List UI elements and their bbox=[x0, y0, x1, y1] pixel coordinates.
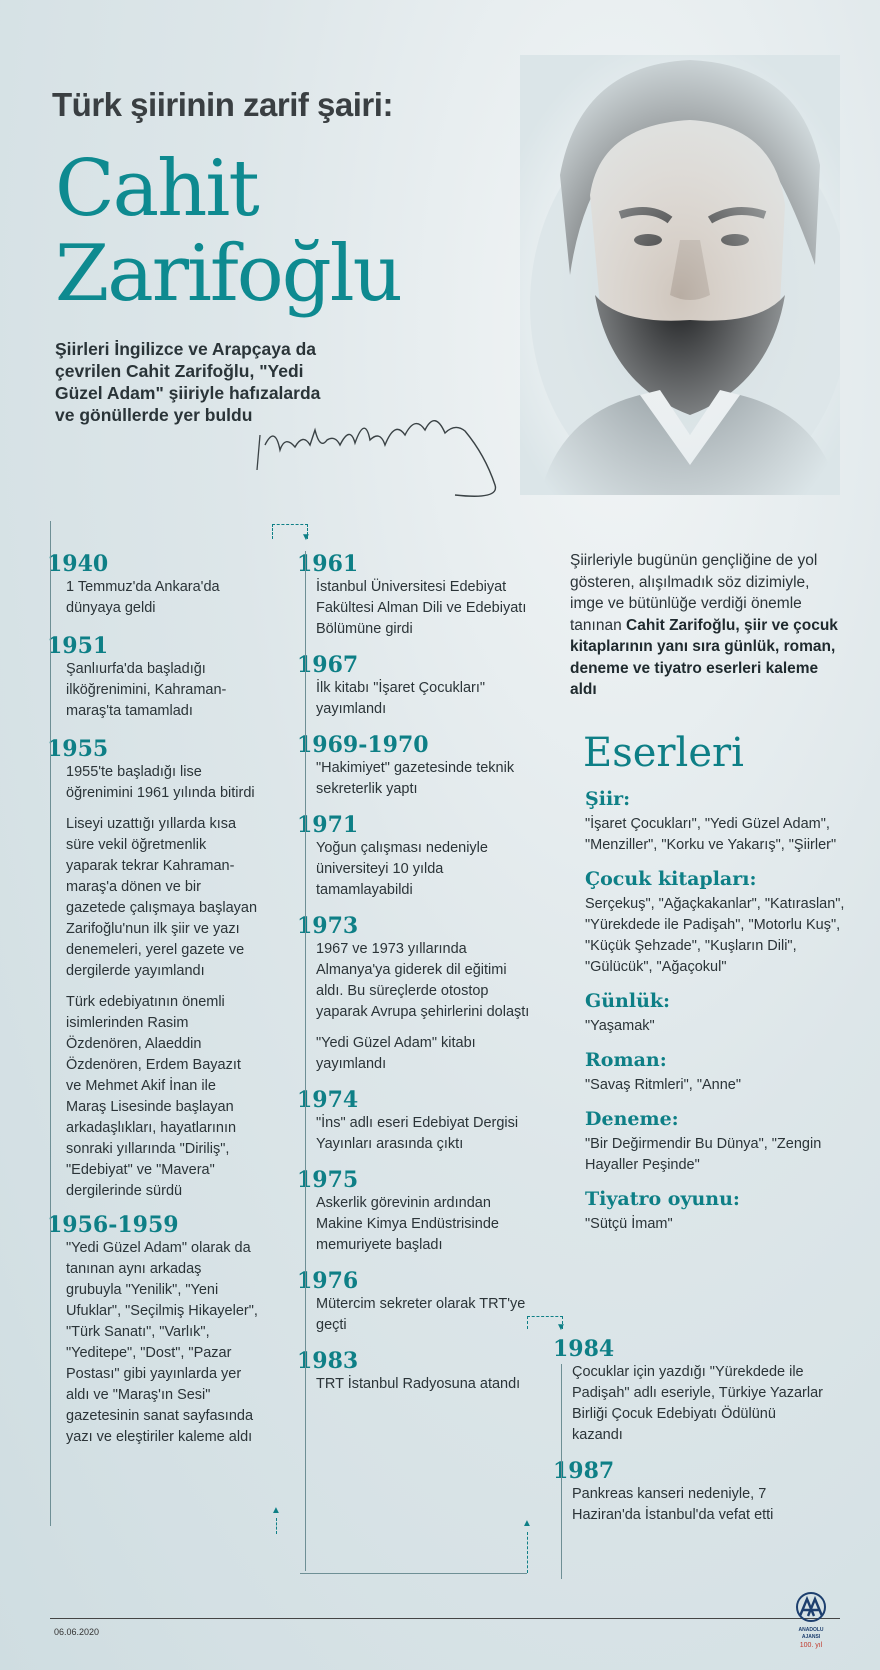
agency-logo bbox=[790, 1592, 832, 1652]
timeline-year: 1974 bbox=[297, 1087, 359, 1113]
works-items: "Savaş Ritmleri", "Anne" bbox=[585, 1077, 741, 1093]
timeline-column-3 bbox=[553, 1336, 826, 1536]
poet-name-last: Zarifoğlu bbox=[55, 229, 401, 319]
poet-name-first: Cahit bbox=[55, 144, 258, 234]
timeline-year: 1940 bbox=[47, 551, 109, 577]
timeline-entry: İlk kitabı "İşaret Çocukları" yayımlandı bbox=[316, 680, 486, 717]
works-list bbox=[585, 788, 845, 1247]
timeline-column-1 bbox=[47, 551, 260, 1458]
timeline-line bbox=[50, 521, 51, 1526]
timeline-line bbox=[561, 1364, 562, 1579]
timeline-year: 1951 bbox=[47, 633, 109, 659]
timeline-entry: Yoğun çalışması nedeniyle üniversiteyi 10 yılda tamamlayabildi bbox=[316, 840, 488, 898]
timeline-year: 1961 bbox=[297, 551, 359, 577]
arrow-down-icon: ▼ bbox=[556, 1322, 566, 1333]
summary-text: Şiirleriyle bugünün gençliğine de yol gösteren, alışılmadık söz dizimiyle, imge ve bütünlüğe verdiği önemle tanınan Cahit Zarifoğlu, şiir ve çocuk kitaplarının yanı sıra günlük, roman, deneme ve tiyatro eserleri kaleme aldı bbox=[570, 552, 838, 698]
kicker-title: Türk şiirinin zarif şairi: bbox=[52, 86, 393, 123]
timeline-entry: 1 Temmuz'da Ankara'da dünyaya geldi bbox=[66, 579, 220, 616]
portrait-image bbox=[520, 55, 840, 495]
timeline-connector bbox=[527, 1532, 528, 1573]
timeline-line bbox=[300, 1573, 527, 1574]
timeline-year: 1984 bbox=[553, 1336, 615, 1362]
arrow-down-icon: ▼ bbox=[301, 532, 311, 543]
timeline-entry: Çocuklar için yazdığı "Yürekdede ile Padişah" adlı eseriyle, Türkiye Yazarlar Birliği Çocuk Edebiyatı Ödülünü kazandı bbox=[572, 1364, 823, 1443]
timeline-entry: Mütercim sekreter olarak TRT'ye geçti bbox=[316, 1296, 526, 1333]
timeline-entry: Pankreas kanseri nedeniyle, 7 Haziran'da İstanbul'da vefat etti bbox=[572, 1486, 774, 1523]
works-category-essay: Deneme: bbox=[585, 1108, 679, 1130]
timeline-year: 1971 bbox=[297, 812, 359, 838]
timeline-entry: 1955'te başladığı lise öğrenimini 1961 yılında bitirdi Liseyi uzattığı yıllarda kısa süre vekil öğretmenlik yaparak tekrar Kahraman-maraş'a dönen ve bir gazetede çalışmaya başlayan Zarifoğlu'nun ilk şiir ve yazı denemeleri, yerel gazete ve dergilerde yayımlandı Türk edebiyatının önemli isimlerinden Rasim Özdenören, Alaeddin Özdenören, Erdem Bayazıt ve Mehmet Akif İnan ile Maraş Lisesinde başlayan arkadaşlıkları, hayatlarının sonraki yıllarında "Diriliş", "Edebiyat" ve "Mavera" dergilerinde sürdü bbox=[66, 764, 258, 1199]
signature-image bbox=[255, 395, 555, 505]
works-category-children: Çocuk kitapları: bbox=[585, 868, 757, 890]
timeline-year: 1969-1970 bbox=[297, 732, 429, 758]
works-items: Serçekuş", "Ağaçkakanlar", "Katıraslan", "Yürekdede ile Padişah", "Motorlu Kuş", "Küçük Şehzade", "Kuşların Dili", "Gülücük", "Ağaçokul" bbox=[585, 896, 845, 975]
timeline-entry: "İns" adlı eseri Edebiyat Dergisi Yayınları arasında çıktı bbox=[316, 1115, 519, 1152]
footer-divider bbox=[50, 1618, 840, 1619]
timeline-year: 1973 bbox=[297, 913, 359, 939]
timeline-year: 1983 bbox=[297, 1348, 359, 1374]
arrow-up-icon: ▲ bbox=[522, 1518, 532, 1529]
timeline-year: 1976 bbox=[297, 1268, 359, 1294]
works-title: Eserleri bbox=[583, 730, 744, 776]
logo-text: ANADOLU AJANSI bbox=[798, 1627, 824, 1640]
timeline-year: 1975 bbox=[297, 1167, 359, 1193]
timeline-entry: "Hakimiyet" gazetesinde teknik sekreterlik yaptı bbox=[316, 760, 515, 797]
aa-logo-icon bbox=[790, 1592, 832, 1622]
timeline-entry: 1967 ve 1973 yıllarında Almanya'ya giderek dil eğitimi aldı. Bu süreçlerde otostop yaparak Avrupa şehirlerini dolaştı "Yedi Güzel Adam" kitabı yayımlandı bbox=[316, 941, 530, 1072]
works-items: "Sütçü İmam" bbox=[585, 1216, 673, 1232]
timeline-line bbox=[305, 551, 306, 1571]
timeline-entry: İstanbul Üniversitesi Edebiyat Fakültesi Alman Dili ve Edebiyatı Bölümüne girdi bbox=[316, 579, 527, 637]
publish-date: 06.06.2020 bbox=[54, 1627, 100, 1637]
works-items: "İşaret Çocukları", "Yedi Güzel Adam", "Menziller", "Korku ve Yakarış", "Şiirler" bbox=[585, 816, 837, 853]
timeline-entry: Şanlıurfa'da başladığı ilköğrenimini, Kahraman-maraş'ta tamamladı bbox=[66, 661, 227, 719]
works-items: "Yaşamak" bbox=[585, 1018, 655, 1034]
timeline-entry: "Yedi Güzel Adam" olarak da tanınan aynı arkadaş grubuyla "Yenilik", "Yeni Ufuklar", "Seçilmiş Hikayeler", "Türk Sanatı", "Varlık", "Yeditepe", "Dost", "Pazar Postası" gibi yayınlarda yer aldı ve "Maraş'ın Sesi" gazetesinin sanat sayfasında yazı ve eleştiriler kaleme aldı bbox=[66, 1240, 258, 1445]
timeline-year: 1955 bbox=[47, 736, 109, 762]
timeline-year: 1967 bbox=[297, 652, 359, 678]
timeline-year: 1956-1959 bbox=[47, 1212, 179, 1238]
timeline-year: 1987 bbox=[553, 1458, 615, 1484]
timeline-entry: TRT İstanbul Radyosuna atandı bbox=[316, 1376, 521, 1392]
timeline-column-2 bbox=[297, 551, 530, 1405]
works-category-theatre: Tiyatro oyunu: bbox=[585, 1188, 740, 1210]
anniversary-badge: 100. yıl bbox=[799, 1642, 823, 1649]
arrow-up-icon: ▲ bbox=[271, 1505, 281, 1516]
timeline-entry: Askerlik görevinin ardından Makine Kimya Endüstrisinde memuriyete başladı bbox=[316, 1195, 499, 1253]
timeline-connector bbox=[276, 1518, 277, 1534]
works-category-diary: Günlük: bbox=[585, 990, 671, 1012]
intro-text: Şiirleri İngilizce ve Arapçaya da çevrilen Cahit Zarifoğlu, "Yedi Güzel Adam" şiiriyle hafızalarda ve gönüllerde yer buldu bbox=[55, 339, 321, 425]
works-category-poetry: Şiir: bbox=[585, 788, 631, 810]
works-items: "Bir Değirmendir Bu Dünya", "Zengin Hayaller Peşinde" bbox=[585, 1136, 822, 1173]
works-category-novel: Roman: bbox=[585, 1049, 667, 1071]
